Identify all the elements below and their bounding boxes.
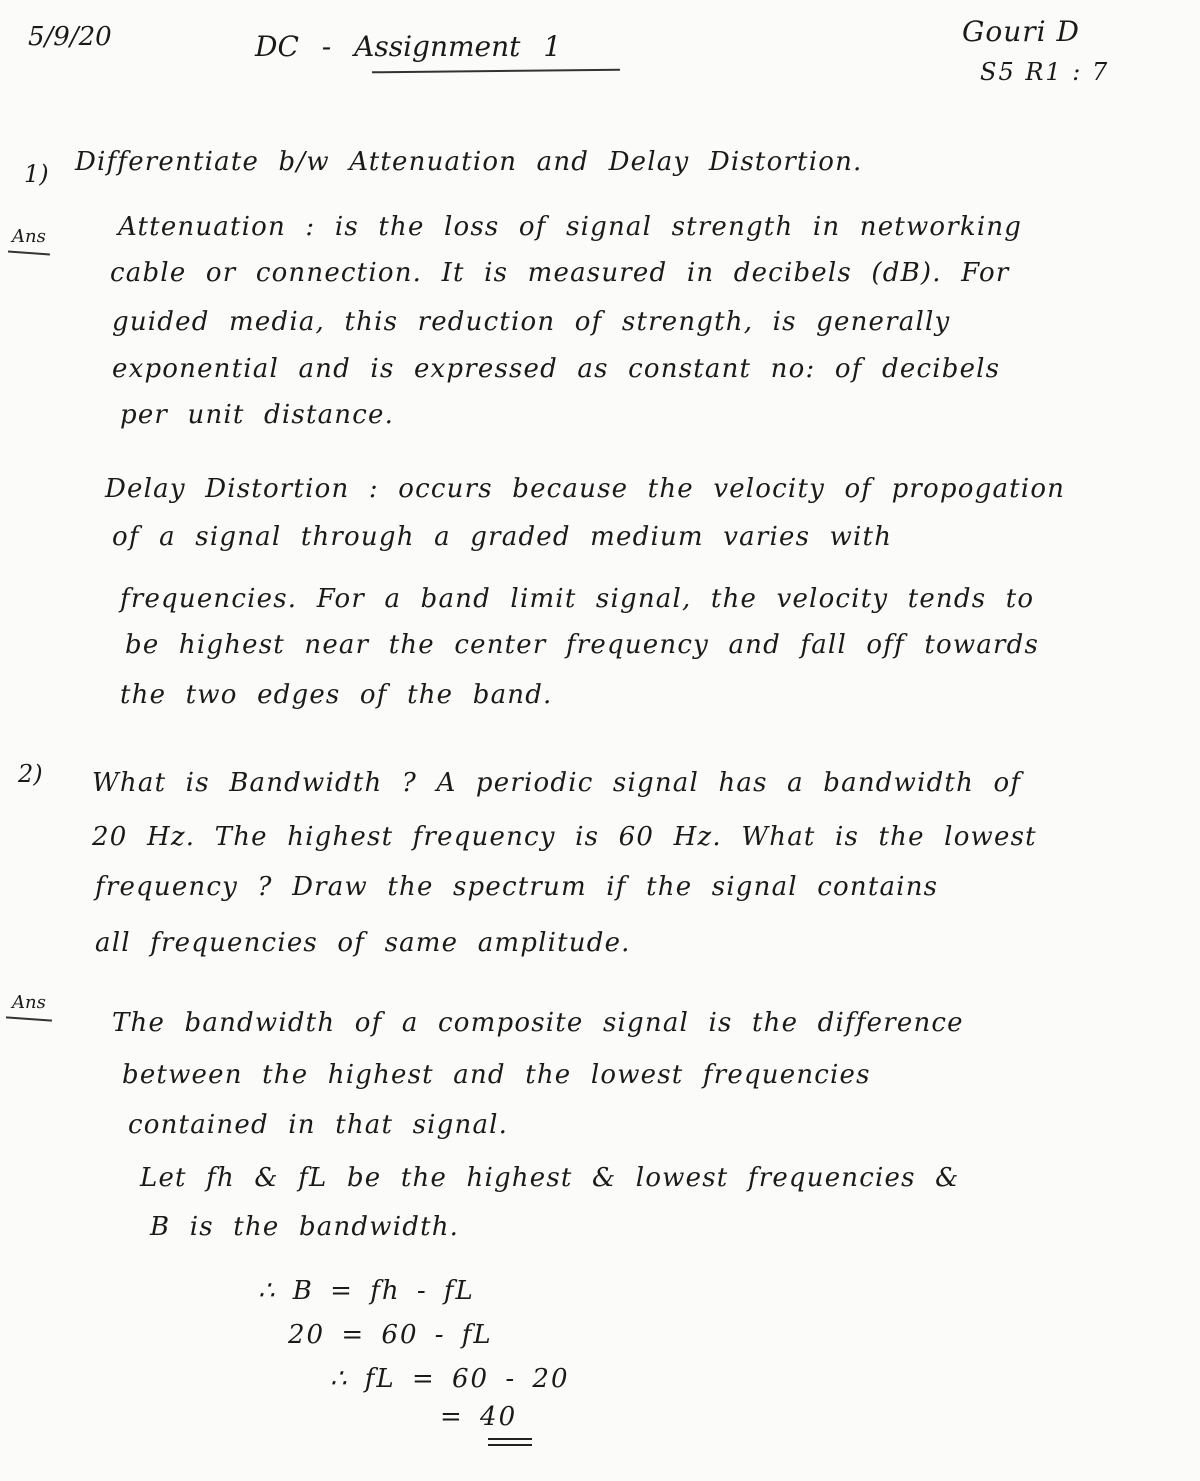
answer-2-line-4: Let fh & fL be the highest & lowest frequencies & bbox=[140, 1163, 960, 1193]
question-2-number: 2) bbox=[18, 760, 43, 788]
delay-line-1: Delay Distortion : occurs because the velocity of propogation bbox=[105, 474, 1066, 504]
equation-4-result: = 40 bbox=[440, 1402, 518, 1432]
question-2-line-2: 20 Hz. The highest frequency is 60 Hz. What is the lowest bbox=[92, 822, 1037, 852]
answer-2-label: Ans bbox=[12, 992, 46, 1013]
answer-2-underline bbox=[6, 1016, 52, 1021]
question-2-line-1: What is Bandwidth ? A periodic signal has a bandwidth of bbox=[92, 768, 1022, 798]
equation-2: 20 = 60 - fL bbox=[288, 1320, 493, 1350]
question-1-text: Differentiate b/w Attenuation and Delay Distortion. bbox=[75, 147, 863, 177]
delay-line-4: be highest near the center frequency and fall off towards bbox=[125, 630, 1040, 660]
answer-2-line-2: between the highest and the lowest frequencies bbox=[122, 1060, 871, 1090]
question-2-line-4: all frequencies of same amplitude. bbox=[95, 928, 631, 958]
delay-line-5: the two edges of the band. bbox=[120, 680, 553, 710]
author-name: Gouri D bbox=[962, 15, 1080, 48]
answer-2-line-3: contained in that signal. bbox=[128, 1110, 509, 1140]
page-title: DC - Assignment 1 bbox=[255, 30, 562, 63]
attenuation-line-5: per unit distance. bbox=[120, 400, 395, 430]
attenuation-line-4: exponential and is expressed as constant no: of decibels bbox=[112, 354, 1001, 384]
roll-number: S5 R1 : 7 bbox=[980, 58, 1110, 86]
attenuation-line-3: guided media, this reduction of strength, is generally bbox=[112, 307, 951, 337]
answer-2-line-5: B is the bandwidth. bbox=[150, 1212, 460, 1242]
title-underline bbox=[372, 69, 620, 74]
attenuation-line-2: cable or connection. It is measured in decibels (dB). For bbox=[110, 258, 1010, 288]
question-2-line-3: frequency ? Draw the spectrum if the signal contains bbox=[95, 872, 939, 902]
equation-1: ∴ B = fh - fL bbox=[258, 1276, 475, 1306]
answer-1-underline bbox=[8, 251, 50, 255]
date: 5/9/20 bbox=[28, 22, 112, 52]
delay-line-3: frequencies. For a band limit signal, the velocity tends to bbox=[120, 584, 1035, 614]
delay-line-2: of a signal through a graded medium varies with bbox=[112, 522, 893, 552]
result-double-underline-top bbox=[488, 1438, 532, 1440]
result-double-underline-bottom bbox=[488, 1444, 532, 1446]
equation-3: ∴ fL = 60 - 20 bbox=[330, 1364, 570, 1394]
attenuation-line-1: Attenuation : is the loss of signal strength in networking bbox=[118, 212, 1023, 242]
answer-2-line-1: The bandwidth of a composite signal is the difference bbox=[112, 1008, 964, 1038]
question-1-number: 1) bbox=[24, 160, 49, 188]
answer-1-label: Ans bbox=[12, 226, 46, 247]
